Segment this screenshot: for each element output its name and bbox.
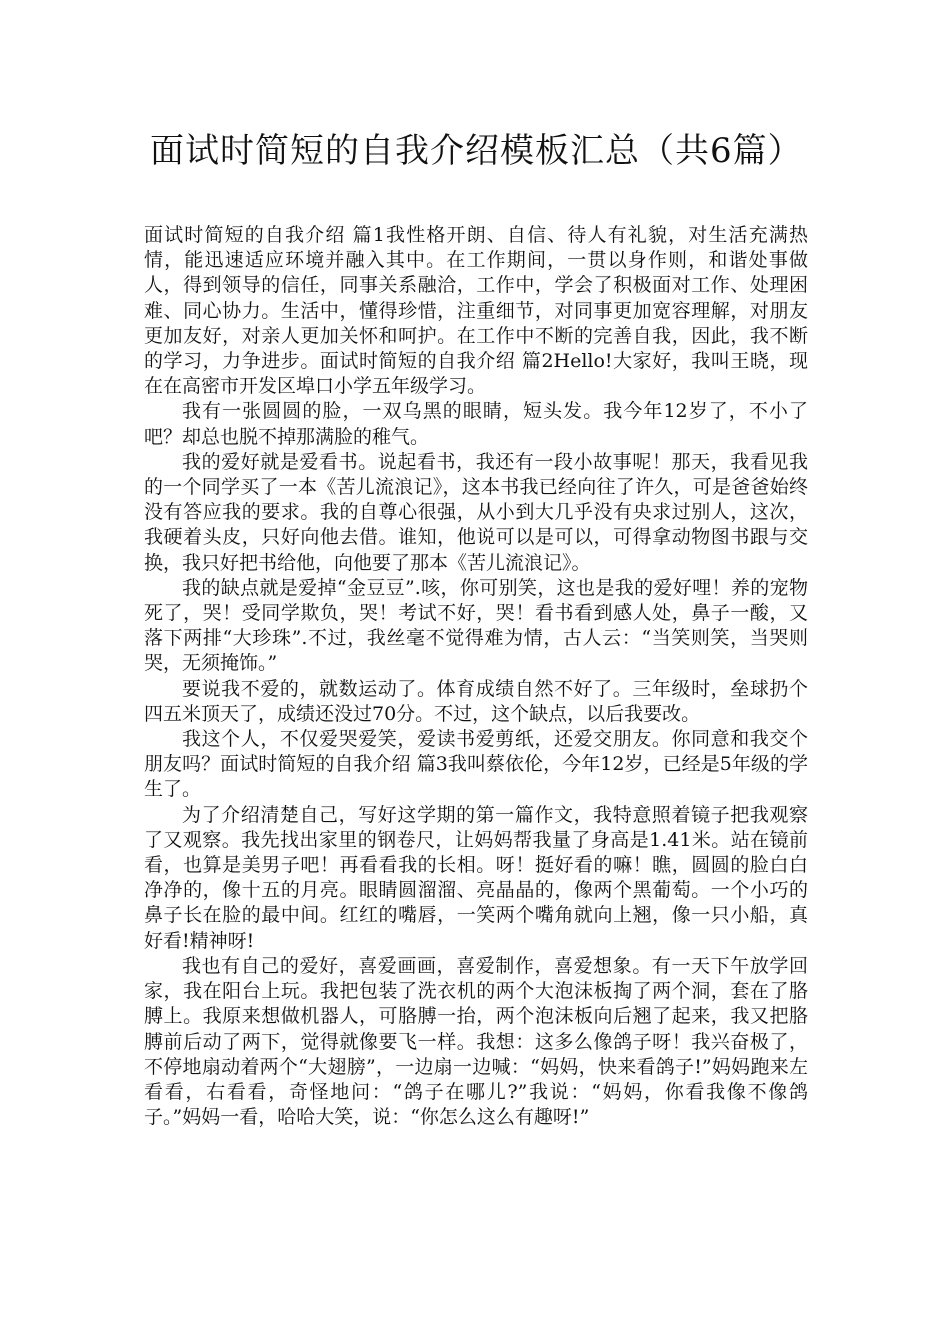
paragraph-1: 面试时简短的自我介绍 篇1我性格开朗、自信、待人有礼貌，对生活充满热情，能迅速适应环境并融入其中。在工作期间，一贯以身作则，和谐处事做人，得到领导的信任，同事关系融洽，工作中，学会了积极面对工作、处理困难、同心协力。生活中，懂得珍惜，注重细节，对同事更加宽容理解，对朋友更加友好，对亲人更加关怀和呵护。在工作中不断的完善自我，因此，我不断的学习，力争进步。面试时简短的自我介绍 篇2Hello!大家好，我叫王晓，现在在高密市开发区埠口小学五年级学习。 bbox=[144, 224, 808, 398]
paragraph-8: 我也有自己的爱好，喜爱画画，喜爱制作，喜爱想象。有一天下午放学回家，我在阳台上玩。我把包装了洗衣机的两个大泡沫板掏了两个洞，套在了胳膊上。我原来想做机器人，可胳膊一抬，两个泡沫板向后翘了起来，我又把胳膊前后动了两下，觉得就像要飞一样。我想：这多么像鸽子呀！我兴奋极了，不停地扇动着两个“大翅膀”，一边扇一边喊：“妈妈，快来看鸽子!”妈妈跑来左看看，右看看，奇怪地问：“鸽子在哪儿?”我说：“妈妈，你看我像不像鸽子。”妈妈一看，哈哈大笑，说：“你怎么这么有趣呀!” bbox=[144, 954, 808, 1129]
document-title: 面试时简短的自我介绍模板汇总（共6篇） bbox=[150, 131, 803, 171]
document-body bbox=[144, 223, 808, 1130]
paragraph-4: 我的缺点就是爱掉“金豆豆”.咳，你可别笑，这也是我的爱好哩！养的宠物死了，哭！受同学欺负，哭！考试不好，哭！看书看到感人处，鼻子一酸，又落下两排“大珍珠”.不过，我丝毫不觉得难为情，古人云：“当笑则笑，当哭则哭，无须掩饰。” bbox=[144, 576, 808, 675]
paragraph-3: 我的爱好就是爱看书。说起看书，我还有一段小故事呢！那天，我看见我的一个同学买了一本《苦儿流浪记》，这本书我已经向往了许久，可是爸爸始终没有答应我的要求。我的自尊心很强，从小到大几乎没有央求过别人，这次，我硬着头皮，只好向他去借。谁知，他说可以是可以，可得拿动物图书跟与交换，我只好把书给他，向他要了那本《苦儿流浪记》。 bbox=[144, 450, 808, 574]
paragraph-2: 我有一张圆圆的脸，一双乌黑的眼睛，短头发。我今年12岁了，不小了吧？却总也脱不掉那满脸的稚气。 bbox=[144, 400, 808, 448]
paragraph-5: 要说我不爱的，就数运动了。体育成绩自然不好了。三年级时，垒球扔个四五米顶天了，成绩还没过70分。不过，这个缺点，以后我要改。 bbox=[144, 677, 808, 725]
paragraph-6: 我这个人，不仅爱哭爱笑，爱读书爱剪纸，还爱交朋友。你同意和我交个朋友吗？面试时简短的自我介绍 篇3我叫蔡依伦，今年12岁，已经是5年级的学生了。 bbox=[144, 728, 808, 801]
paragraph-7: 为了介绍清楚自己，写好这学期的第一篇作文，我特意照着镜子把我观察了又观察。我先找出家里的钢卷尺，让妈妈帮我量了身高是1.41米。站在镜前看，也算是美男子吧！再看看我的长相。呀！挺好看的嘛！瞧，圆圆的脸白白净净的，像十五的月亮。眼睛圆溜溜、亮晶晶的，像两个黑葡萄。一个小巧的鼻子长在脸的最中间。红红的嘴唇，一笑两个嘴角就向上翘，像一只小船，真好看!精神呀! bbox=[144, 803, 808, 952]
